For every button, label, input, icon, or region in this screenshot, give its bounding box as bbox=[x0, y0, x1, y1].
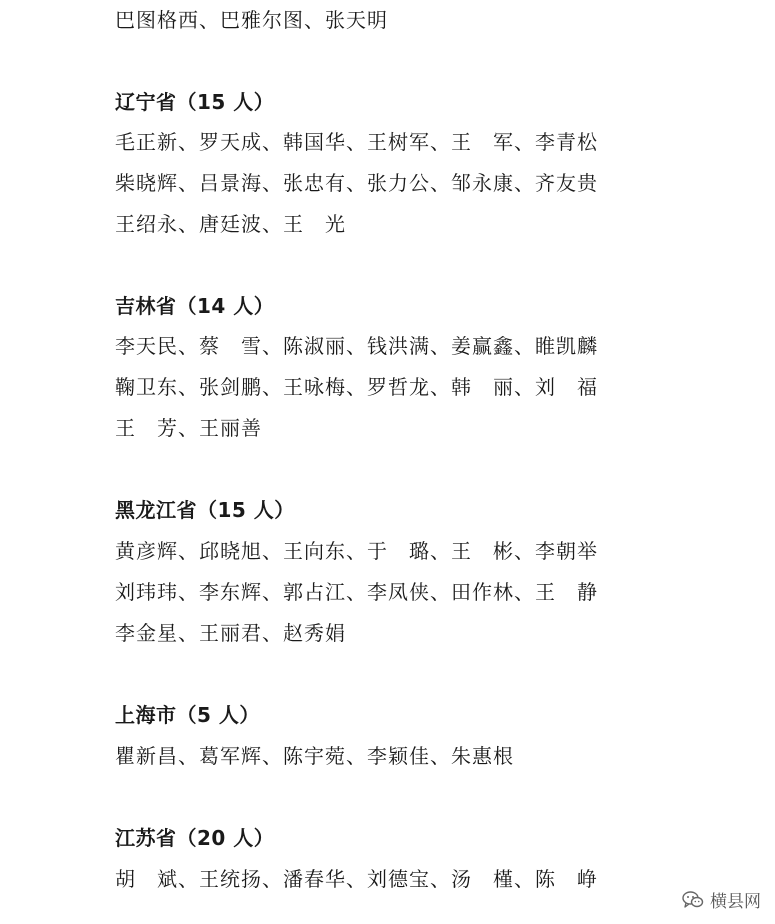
names-line: 李金星、王丽君、赵秀娟 bbox=[115, 621, 346, 645]
names-line: 黄彦辉、邱晓旭、王向东、于 璐、王 彬、李朝举 bbox=[115, 539, 598, 563]
watermark-text: 横县网 bbox=[710, 892, 761, 912]
names-line: 王绍永、唐廷波、王 光 bbox=[115, 212, 346, 236]
section-heading-jiangsu: 江苏省（20 人） bbox=[115, 826, 275, 850]
intro-names-line: 巴图格西、巴雅尔图、张天明 bbox=[115, 8, 388, 32]
section-heading-shanghai: 上海市（5 人） bbox=[115, 703, 260, 727]
names-line: 鞠卫东、张剑鹏、王咏梅、罗哲龙、韩 丽、刘 福 bbox=[115, 375, 598, 399]
section-heading-liaoning: 辽宁省（15 人） bbox=[115, 90, 275, 114]
names-line: 毛正新、罗天成、韩国华、王树军、王 军、李青松 bbox=[115, 130, 598, 154]
names-line: 胡 斌、王统扬、潘春华、刘德宝、汤 槿、陈 峥 bbox=[115, 867, 598, 891]
names-line: 柴晓辉、吕景海、张忠有、张力公、邹永康、齐友贵 bbox=[115, 171, 598, 195]
section-heading-jilin: 吉林省（14 人） bbox=[115, 294, 275, 318]
names-line: 刘玮玮、李东辉、郭占江、李凤侠、田作林、王 静 bbox=[115, 580, 598, 604]
names-line: 瞿新昌、葛军辉、陈宇菀、李颖佳、朱惠根 bbox=[115, 744, 514, 768]
section-heading-heilongjiang: 黑龙江省（15 人） bbox=[115, 498, 295, 522]
watermark bbox=[682, 887, 761, 912]
wechat-icon bbox=[682, 890, 704, 910]
names-line: 王 芳、王丽善 bbox=[115, 416, 262, 440]
names-line: 李天民、蔡 雪、陈淑丽、钱洪满、姜赢鑫、睢凯麟 bbox=[115, 334, 598, 358]
